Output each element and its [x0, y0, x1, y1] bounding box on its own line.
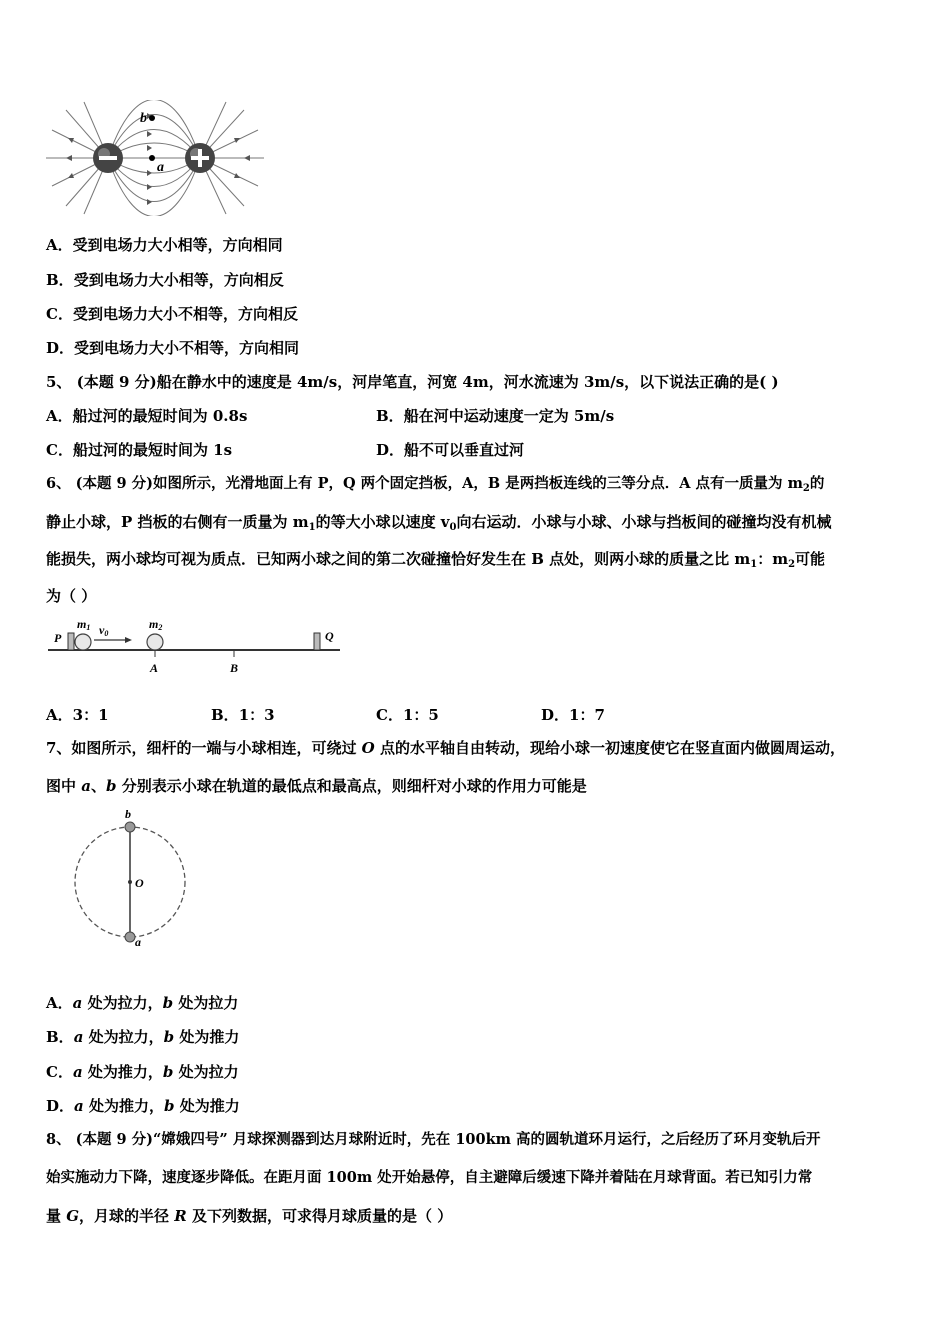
q7-stem-line2: 图中 a、b 分别表示小球在轨道的最低点和最高点，则细杆对小球的作用力可能是 — [46, 777, 587, 795]
field-line — [108, 115, 200, 159]
q6-option-a: A．3：1 — [46, 706, 109, 724]
dipole-field-figure — [44, 100, 266, 216]
label-q: Q — [325, 629, 334, 643]
q5-option-b: B．船在河中运动速度一定为 5m/s — [376, 407, 615, 425]
q4-option-c: C．受到电场力大小不相等，方向相反 — [46, 305, 298, 323]
field-arrow — [66, 155, 72, 161]
point-b — [149, 115, 155, 121]
q7-option-b: B．a 处为拉力，b 处为推力 — [46, 1028, 240, 1046]
field-arrow — [234, 173, 240, 178]
field-arrow — [234, 138, 240, 143]
q7-stem-line1: 7、如图所示，细杆的一端与小球相连，可绕过 O 点的水平轴自由转动，现给小球一初速度使它在竖直面内做圆周运动， — [46, 739, 845, 757]
q6-stem-line4: 为（ ） — [46, 587, 97, 605]
label-b: b — [140, 111, 147, 126]
q8-stem-line2: 始实施动力下降，速度逐步降低。在距月面 100m 处开始悬停，自主避障后缓速下降并着陆在月球背面。若已知引力常 — [46, 1169, 813, 1186]
q4-option-b: B．受到电场力大小相等，方向相反 — [46, 271, 284, 289]
label-A: A — [150, 661, 159, 675]
q8-stem-line1: 8、 (本题 9 分)“嫦娥四号” 月球探测器到达月球附近时，先在 100km 高的圆轨道环月运行，之后经历了环月变轨后开 — [46, 1131, 821, 1148]
q7-option-a: A．a 处为拉力，b 处为拉力 — [46, 994, 239, 1012]
q6-option-d: D．1：7 — [541, 706, 605, 724]
label-m1: m1 — [77, 617, 91, 632]
field-line — [108, 158, 200, 202]
barrier-p — [68, 633, 74, 650]
ball-b — [125, 822, 135, 832]
q7-option-d: D．a 处为推力，b 处为推力 — [46, 1097, 240, 1115]
label-o: O — [135, 876, 144, 890]
label-B: B — [230, 661, 239, 675]
q6-option-c: C．1：5 — [376, 706, 439, 724]
field-arrow — [147, 131, 152, 137]
collision-figure — [44, 616, 344, 678]
q6-stem-line3: 能损失，两小球均可视为质点．已知两小球之间的第二次碰撞恰好发生在 B 点处，则两小球的质量之比 $m_1$：$m_2$可能 — [46, 550, 826, 570]
q6-option-b: B．1：3 — [211, 706, 275, 724]
ball-m1 — [75, 634, 91, 650]
field-arrow — [147, 184, 152, 190]
q6-stem-line1: 6、 (本题 9 分)如图所示，光滑地面上有 P，Q 两个固定挡板，A，B 是两挡板连线的三等分点．A 点有一质量为 $m_2$的 — [46, 475, 825, 494]
point-a — [149, 155, 155, 161]
ball-a — [125, 932, 135, 942]
barrier-q — [314, 633, 320, 650]
q5-option-a: A．船过河的最短时间为 0.8s — [46, 407, 248, 425]
field-arrow — [147, 145, 152, 151]
pivot-o — [128, 880, 132, 884]
field-arrow — [147, 199, 152, 205]
q5-option-c: C．船过河的最短时间为 1s — [46, 441, 233, 459]
label-m2: m2 — [149, 617, 163, 632]
ball-m2 — [147, 634, 163, 650]
q5-option-d: D．船不可以垂直过河 — [376, 441, 525, 459]
q4-option-a: A．受到电场力大小相等，方向相同 — [46, 236, 283, 254]
q5-stem: 5、 (本题 9 分)船在静水中的速度是 4m/s，河岸笔直，河宽 4m，河水流速为 3m/s，以下说法正确的是( ) — [46, 373, 779, 391]
label-v0: v0 — [99, 623, 109, 638]
q7-option-c: C．a 处为推力，b 处为拉力 — [46, 1063, 239, 1081]
label-a: a — [157, 160, 164, 175]
q4-option-d: D．受到电场力大小不相等，方向相同 — [46, 339, 300, 357]
field-arrow — [244, 155, 250, 161]
label-p: P — [54, 631, 62, 645]
field-arrow — [147, 170, 152, 176]
q8-stem-line3: 量 G，月球的半径 R 及下列数据，可求得月球质量的是（ ） — [46, 1207, 453, 1225]
circular-motion-figure — [68, 804, 194, 946]
label-a: a — [135, 935, 141, 946]
label-b: b — [125, 807, 131, 821]
q6-stem-line2: 静止小球，P 挡板的右侧有一质量为 $m_1$的等大小球以速度 $v_0$向右运动．小球与小球、小球与挡板间的碰撞均没有机械 — [46, 513, 832, 533]
